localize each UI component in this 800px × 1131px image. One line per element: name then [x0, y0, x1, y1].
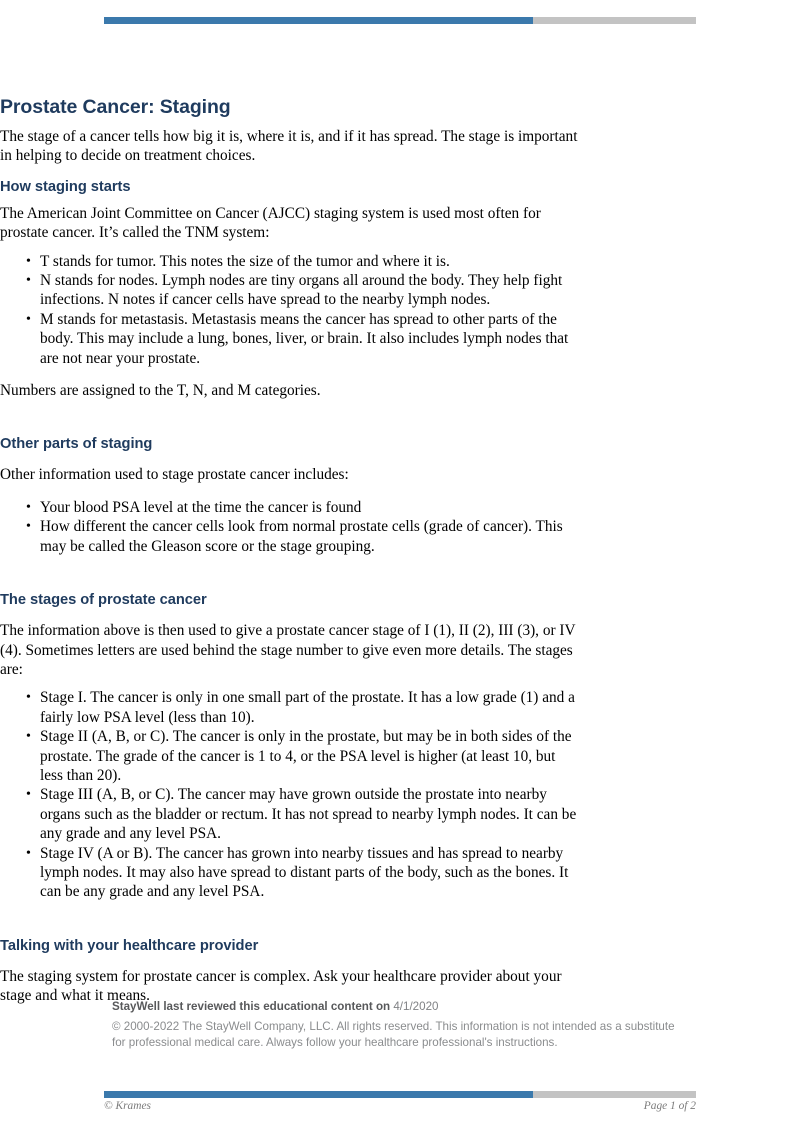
list-item: • How different the cancer cells look from normal prostate cells (grade of cancer). This may be called the Gleason score or the stage grouping. — [26, 517, 581, 556]
document-body — [0, 127, 581, 1006]
header-rule-gray-segment — [533, 17, 696, 24]
header-progress-rule — [104, 17, 696, 24]
last-reviewed-line — [112, 999, 687, 1015]
section-heading-how-staging-starts: How staging starts — [0, 178, 131, 195]
footer-rule-gray-segment — [533, 1091, 696, 1098]
bullet-list-other-parts — [0, 498, 581, 556]
copyright-notice: © 2000-2022 The StayWell Company, LLC. All rights reserved. This information is not intended as a substitute for professional medical care. Always follow your healthcare professional's instructions. — [112, 1020, 675, 1049]
list-item: • M stands for metastasis. Metastasis means the cancer has spread to other parts of the body. This may include a lung, bones, liver, or brain. It also includes lymph nodes that are not near your prostate. — [26, 310, 581, 368]
section-paragraph-the-stages-of-prostate-cancer: The information above is then used to give a prostate cancer stage of I (1), II (2), III (3), or IV (4). Sometimes letters are used behind the stage number to give even more details. The stages are: — [0, 622, 576, 678]
page-footer — [104, 1100, 696, 1112]
bullet-list-tnm — [0, 252, 581, 368]
footer-publisher: © Krames — [104, 1100, 151, 1112]
bullet-list-stages — [0, 688, 581, 901]
footer-page-number: Page 1 of 2 — [643, 1100, 696, 1112]
section-paragraph-other-parts-of-staging: Other information used to stage prostate cancer includes: — [0, 466, 349, 484]
section-closing-how-staging-starts: Numbers are assigned to the T, N, and M categories. — [0, 382, 321, 400]
last-reviewed-label: StayWell last reviewed this educational content on — [112, 1000, 391, 1013]
list-item: • Stage I. The cancer is only in one small part of the prostate. It has a low grade (1) and a fairly low PSA level (less than 10). — [26, 688, 581, 727]
section-paragraph-how-staging-starts: The American Joint Committee on Cancer (AJCC) staging system is used most often for prostate cancer. It’s called the TNM system: — [0, 204, 541, 242]
last-reviewed-date: 4/1/2020 — [393, 1000, 439, 1013]
section-heading-talking-with-your-healthcare-provider: Talking with your healthcare provider — [0, 937, 259, 954]
section-heading-other-parts-of-staging: Other parts of staging — [0, 436, 153, 453]
list-item: • T stands for tumor. This notes the size of the tumor and where it is. — [26, 252, 581, 271]
list-item: • Stage II (A, B, or C). The cancer is only in the prostate, but may be in both sides of the prostate. The grade of the cancer is 1 to 4, or the PSA level is higher (at least 10, but less than 20). — [26, 727, 581, 785]
content-metadata — [112, 999, 687, 1050]
header-rule-blue-segment — [104, 17, 533, 24]
list-item: • Stage III (A, B, or C). The cancer may have grown outside the prostate into nearby organs such as the bladder or rectum. It has not spread to nearby lymph nodes. It can be any grade and any level PSA. — [26, 785, 581, 843]
footer-rule-blue-segment — [104, 1091, 533, 1098]
list-item: • Stage IV (A or B). The cancer has grown into nearby tissues and has spread to nearby lymph nodes. It may also have spread to distant parts of the body, such as the bones. It can be any grade and any level PSA. — [26, 844, 581, 902]
list-item: • N stands for nodes. Lymph nodes are tiny organs all around the body. They help fight infections. N notes if cancer cells have spread to the nearby lymph nodes. — [26, 271, 581, 310]
section-heading-the-stages-of-prostate-cancer: The stages of prostate cancer — [0, 592, 207, 609]
footer-progress-rule — [104, 1091, 696, 1098]
intro-paragraph: The stage of a cancer tells how big it is, where it is, and if it has spread. The stage is important in helping to decide on treatment choices. — [0, 128, 578, 165]
page-title: Prostate Cancer: Staging — [0, 96, 231, 118]
list-item: • Your blood PSA level at the time the cancer is found — [26, 498, 581, 517]
section-paragraph-talking-with-your-healthcare-provider: The staging system for prostate cancer is complex. Ask your healthcare provider about your stage and what it means. — [0, 967, 562, 1005]
